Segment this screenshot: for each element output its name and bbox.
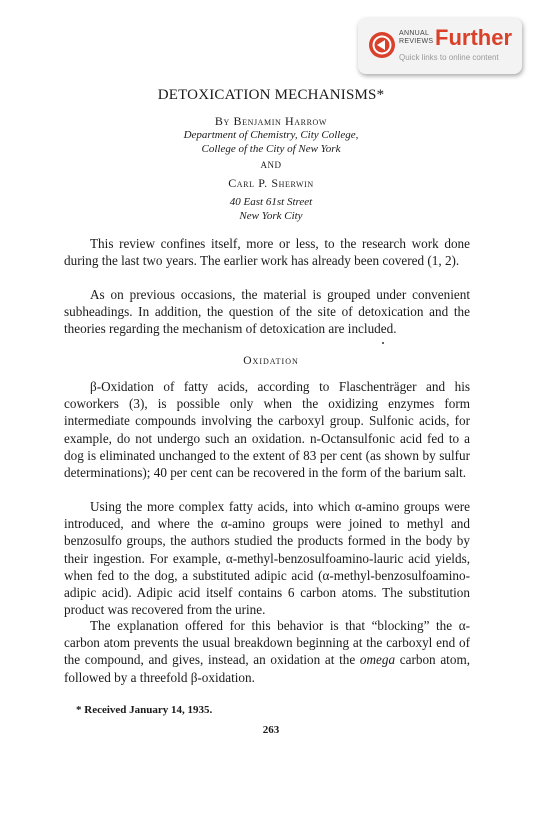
publisher-name: ANNUAL REVIEWS bbox=[399, 30, 434, 45]
italic-term: omega bbox=[359, 652, 396, 668]
author-2-affiliation: 40 East 61st Street New York City bbox=[229, 196, 313, 222]
quick-links-tagline[interactable]: Quick links to online content bbox=[399, 53, 499, 62]
further-badge[interactable] bbox=[358, 18, 522, 74]
play-triangle-icon bbox=[368, 31, 396, 59]
article-title: DETOXICATION MECHANISMS* bbox=[157, 87, 385, 103]
further-label: Further bbox=[435, 25, 512, 50]
paragraph-beta-oxidation: β-Oxidation of fatty acids, according to Flaschenträger and his coworkers (3), is possible only when the oxidizing enzymes form intermediate compounds involving the carboxyl group. Sulfonic acids, for example, do not undergo such an oxidation. n-Octansulfonic acid fed to a dog is eliminated unchanged to the extent of 83 per cent (as shown by sulfur determinations); 40 per cent can be recovered in the form of the barium salt. bbox=[64, 379, 470, 481]
and-separator: AND bbox=[260, 160, 282, 170]
paragraph-intro: This review confines itself, more or less, to the research work done during the last two years. The earlier work has already been covered (1, 2). bbox=[64, 236, 470, 269]
stray-mark bbox=[382, 342, 384, 344]
paragraph-fatty-acids: Using the more complex fatty acids, into which α-amino groups were introduced, and where the α-amino groups were joined to methyl and benzosulfo groups, the authors studied the products formed in the body by their ingestion. For example, α-methyl-benzosulfoamino-lauric acid yields, when fed to the dog, a substituted adipic acid (α-methyl-benzosulfoamino-adipic acid). Adipic acid itself contains 6 carbon atoms. The substitution product was recovered from the urine. bbox=[64, 499, 470, 618]
page-number: 263 bbox=[262, 724, 280, 736]
paragraph-organization: As on previous occasions, the material is grouped under convenient subheadings. In addition, the question of the site of detoxication and the theories regarding the mechanism of detoxication are included. bbox=[64, 287, 470, 337]
section-heading: Oxidation bbox=[243, 355, 299, 367]
author-1: By Benjamin Harrow bbox=[214, 114, 328, 128]
paragraph-explanation: The explanation offered for this behavior is that “blocking” the α-carbon atom prevents the usual breakdown beginning at the carboxyl end of the compound, and gives, instead, an oxidation at the omega carbon atom, followed by a threefold β-oxidation. bbox=[64, 618, 470, 685]
footnote: * Received January 14, 1935. bbox=[76, 704, 213, 716]
author-1-affiliation: Department of Chemistry, City College, College of the City of New York bbox=[183, 129, 359, 155]
author-2: Carl P. Sherwin bbox=[228, 176, 314, 190]
